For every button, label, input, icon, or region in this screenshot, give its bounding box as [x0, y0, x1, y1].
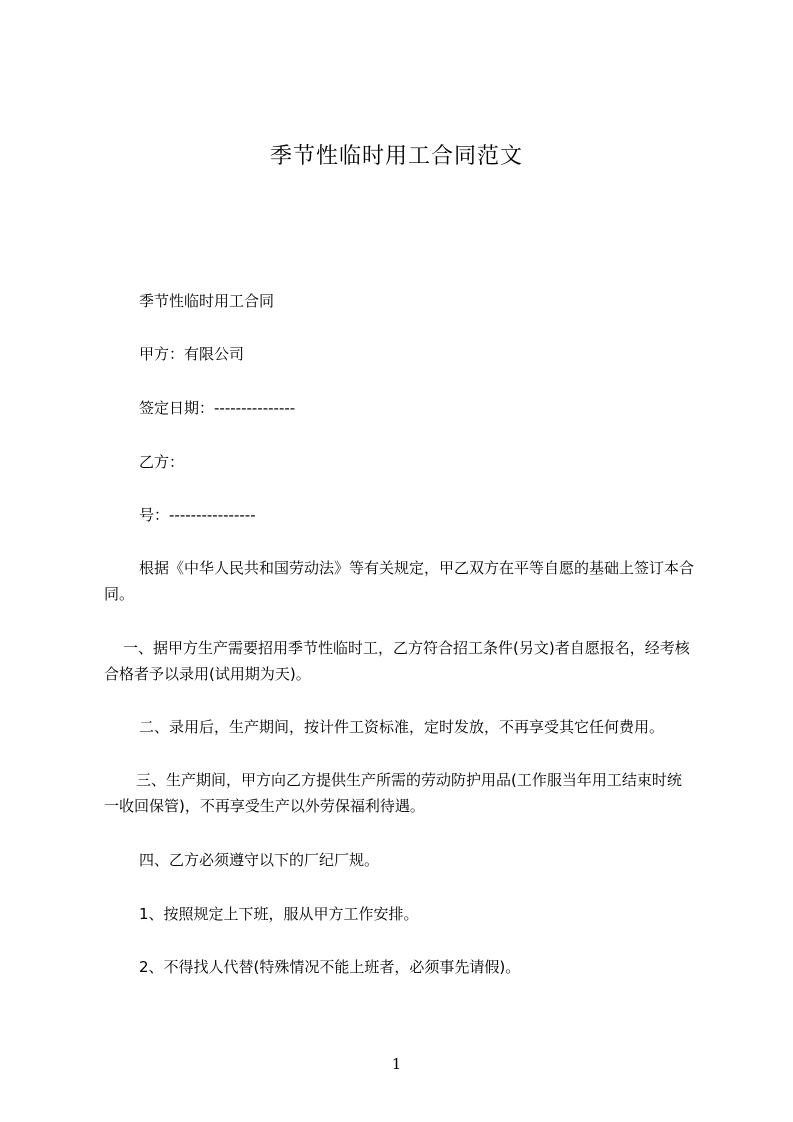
document-title: 季节性临时用工合同范文: [269, 144, 523, 169]
signing-date-line: 签定日期：---------------: [139, 399, 296, 417]
party-b-line: 乙方：: [139, 453, 185, 471]
rule-1: 1、按照规定上下班，服从甲方工作安排。: [139, 905, 419, 923]
page-number: 1: [391, 1055, 402, 1073]
clause-2: 二、录用后，生产期间，按计件工资标准，定时发放，不再享受其它任何费用。: [139, 718, 665, 736]
contract-heading: 季节性临时用工合同: [139, 292, 275, 310]
rule-2: 2、不得找人代替(特殊情况不能上班者，必须事先请假)。: [139, 958, 521, 976]
preamble-paragraph: 根据《中华人民共和国劳动法》等有关规定，甲乙双方在平等自愿的基础上签订本合同。: [104, 559, 695, 603]
party-a-line: 甲方：有限公司: [139, 345, 245, 363]
clause-1: 一、据甲方生产需要招用季节性临时工，乙方符合招工条件(另文)者自愿报名，经考核合格者予以录用(试用期为天)。: [104, 639, 690, 683]
id-number-line: 号：----------------: [139, 506, 256, 524]
clause-4: 四、乙方必须遵守以下的厂纪厂规。: [139, 851, 380, 869]
clause-3: 三、生产期间，甲方向乙方提供生产所需的劳动防护用品(工作服当年用工结束时统一收回保管)，不再享受生产以外劳保福利待遇。: [104, 771, 682, 815]
